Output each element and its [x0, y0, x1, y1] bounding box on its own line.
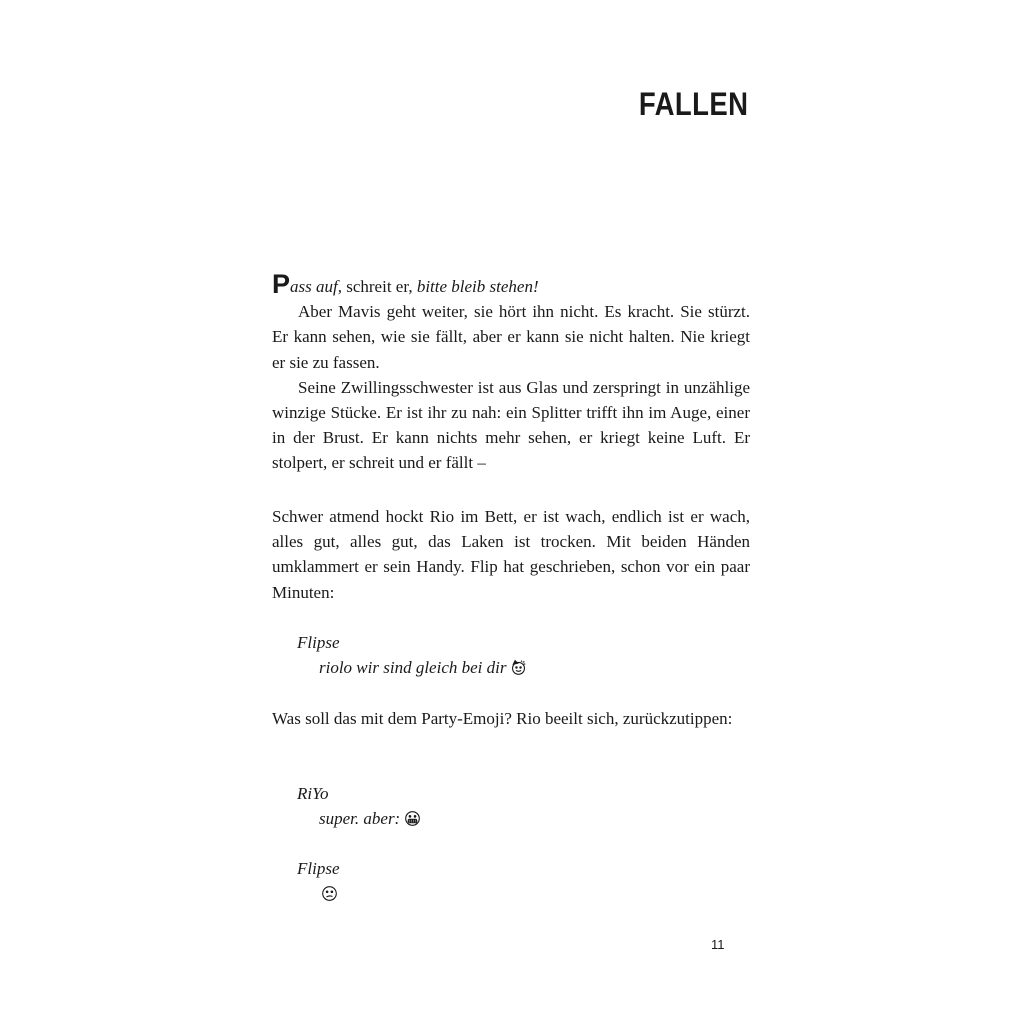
paragraph-3: Seine Zwillingsschwester ist aus Glas und zerspringt in unzählige winzige Stücke. Er ist ihr zu nah: ein Splitter trifft ihn im Auge, einer in der Brust. Er kann nichts mehr sehen, er kriegt keine Luft. Er stolpert, er schreit und er fällt –: [272, 377, 750, 473]
party-face-icon: [510, 659, 527, 676]
chat-message-text: super. aber:: [319, 809, 401, 828]
chapter-title: FALLEN: [638, 86, 748, 122]
paragraph-5: Was soll das mit dem Party-Emoji? Rio beeilt sich, zurückzutippen:: [272, 709, 733, 728]
chat-message-line: [319, 881, 340, 906]
text-block-opening: [272, 269, 750, 476]
paragraph-1-text: schreit er,: [341, 277, 417, 296]
chat-sender: RiYo: [297, 784, 329, 803]
chat-message-text: riolo wir sind gleich bei dir: [319, 658, 507, 677]
paragraph-1: [272, 269, 750, 299]
paragraph-1-italic-start: ass auf,: [290, 277, 342, 296]
confused-face-icon: [321, 885, 338, 902]
chat-message-3: [297, 856, 340, 906]
paragraph-1-italic-end: bitte bleib stehen!: [416, 277, 539, 296]
chat-message-line: [319, 806, 421, 831]
paragraph-4: Schwer atmend hockt Rio im Bett, er ist wach, endlich ist er wach, alles gut, alles gut, das Laken ist trocken. Mit beiden Händen umklammert er sein Handy. Flip hat geschrieben, schon vor ein paar Minuten:: [272, 507, 750, 602]
chat-message-2: [297, 781, 421, 831]
text-block-reply: [272, 706, 750, 731]
paragraph-2: Aber Mavis geht weiter, sie hört ihn nicht. Es kracht. Sie stürzt. Er kann sehen, wie sie fällt, aber er kann sie nicht halten. Nie kriegt er sie zu fassen.: [272, 302, 750, 372]
page-number: 11: [711, 937, 725, 952]
drop-cap: P: [272, 269, 291, 299]
chat-message-line: [319, 655, 527, 680]
text-block-wake: [272, 504, 750, 605]
grimace-face-icon: [404, 810, 421, 827]
chat-message-1: [297, 630, 527, 680]
chat-sender: Flipse: [297, 633, 340, 652]
chat-sender: Flipse: [297, 859, 340, 878]
